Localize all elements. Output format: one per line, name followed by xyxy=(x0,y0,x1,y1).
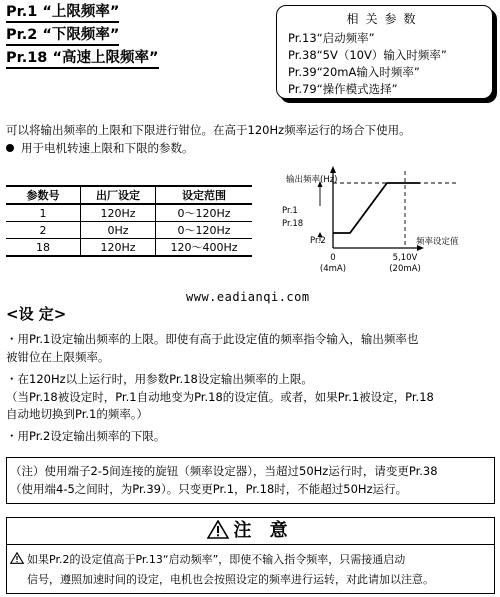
table-cell: 0～120Hz xyxy=(156,222,253,239)
title-pr2 xyxy=(6,27,119,46)
warning-title: 注 意 xyxy=(233,520,294,541)
related-item-pr13: Pr.13“启动频率” xyxy=(288,31,375,45)
title-pr18-name: “高速上限频率” xyxy=(52,50,159,66)
settings-title: <设 定> xyxy=(6,305,67,323)
x-axis-title: 频率设定值 xyxy=(416,237,459,247)
bullet-dot-icon xyxy=(6,144,14,152)
related-item-pr39: Pr.39“20mA输入时频率” xyxy=(288,65,420,79)
y-axis-arrow xyxy=(330,166,336,173)
table-header-param: 参数号 xyxy=(6,186,81,204)
table-cell: 0～120Hz xyxy=(156,204,253,222)
settings-line-5: 自动地切换到Pr.1的频率。） xyxy=(6,407,149,421)
warning-line-2: 信号，遵照加速时间的设定，电机也会按照设定的频率进行运转，对此请加以注意。 xyxy=(27,573,434,586)
intro-line-1: 可以将输出频率的上限和下限进行钳位。在高于120Hz频率运行的场合下使用。 xyxy=(6,123,411,137)
settings-line-2: 被钳位在上限频率。 xyxy=(6,350,110,364)
settings-line-1: ・用Pr.1设定输出频率的上限。即使有高于此设定值的频率指令输入，输出频率也 xyxy=(6,332,419,346)
note-line-1: （注）使用端子2-5间连接的旋钮（频率设定器），当超过50Hz运行时，请变更Pr.38 xyxy=(10,464,438,478)
output-curve xyxy=(333,183,420,233)
table-cell: 1 xyxy=(6,204,81,222)
intro-line-2 xyxy=(6,140,194,156)
table-row xyxy=(6,222,252,239)
title-pr18 xyxy=(6,50,159,69)
x-end-label: 5,10V xyxy=(392,253,418,263)
warning-box xyxy=(6,517,495,594)
table-cell: 2 xyxy=(6,222,81,239)
warning-line-1-text: 如果Pr.2的设定值高于Pr.13“启动频率”，即使不输入指令频率，只需接通启动 xyxy=(27,553,406,566)
warning-small-icon xyxy=(10,552,24,564)
frequency-graph xyxy=(270,163,498,283)
related-item-pr38: Pr.38“5V（10V）输入时频率” xyxy=(288,48,447,62)
table-cell: 18 xyxy=(6,239,81,257)
table-header-row xyxy=(6,186,252,204)
related-params-title: 相关参数 xyxy=(346,12,423,26)
x-zero-sub-label: (4mA) xyxy=(319,264,347,274)
x-zero-label: 0 xyxy=(330,253,336,263)
table-row xyxy=(6,204,252,222)
warning-header xyxy=(7,518,494,545)
table-row xyxy=(6,239,252,257)
table-cell: 120～400Hz xyxy=(156,239,253,257)
pr1-label: Pr.1 xyxy=(282,206,298,216)
intro-line-2-text: 用于电机转速上限和下限的参数。 xyxy=(21,141,194,155)
table-header-range: 设定范围 xyxy=(156,186,253,204)
note-box xyxy=(6,457,495,504)
pr18-label: Pr.18 xyxy=(282,219,304,229)
title-pr1-name: “上限频率” xyxy=(42,4,120,20)
title-pr2-name: “下限频率” xyxy=(42,27,120,43)
related-item-pr79: Pr.79“操作模式选择” xyxy=(288,82,398,96)
warning-line-1 xyxy=(10,551,405,567)
table-cell: 120Hz xyxy=(81,239,156,257)
pr2-label: Pr.2 xyxy=(310,236,326,246)
y-axis-title: 输出频率(Hz) xyxy=(286,175,338,185)
warning-triangle-icon xyxy=(207,520,229,539)
related-params-box xyxy=(276,5,493,99)
title-pr1-code: Pr.1 xyxy=(6,4,38,20)
title-pr18-code: Pr.18 xyxy=(6,50,48,66)
settings-line-3: ・在120Hz以上运行时，用参数Pr.18设定输出频率的上限。 xyxy=(6,372,313,386)
table-header-default: 出厂设定 xyxy=(81,186,156,204)
x-end-sub-label: (20mA) xyxy=(389,264,421,274)
note-line-2: （使用端4-5之间时，为Pr.39）。只变更Pr.1，Pr.18时，不能超过50Hz运行。 xyxy=(10,482,408,496)
table-cell: 0Hz xyxy=(81,222,156,239)
params-table xyxy=(6,185,252,257)
title-pr2-code: Pr.2 xyxy=(6,27,38,43)
settings-line-6: ・用Pr.2设定输出频率的下限。 xyxy=(6,429,166,443)
settings-line-4: （当Pr.18被设定时，Pr.1自动地变为Pr.18的设定值。或者，如果Pr.1被设定，Pr.18 xyxy=(6,390,434,404)
watermark-url: www.eadianqi.com xyxy=(186,290,310,304)
table-cell: 120Hz xyxy=(81,204,156,222)
title-pr1 xyxy=(6,4,119,23)
